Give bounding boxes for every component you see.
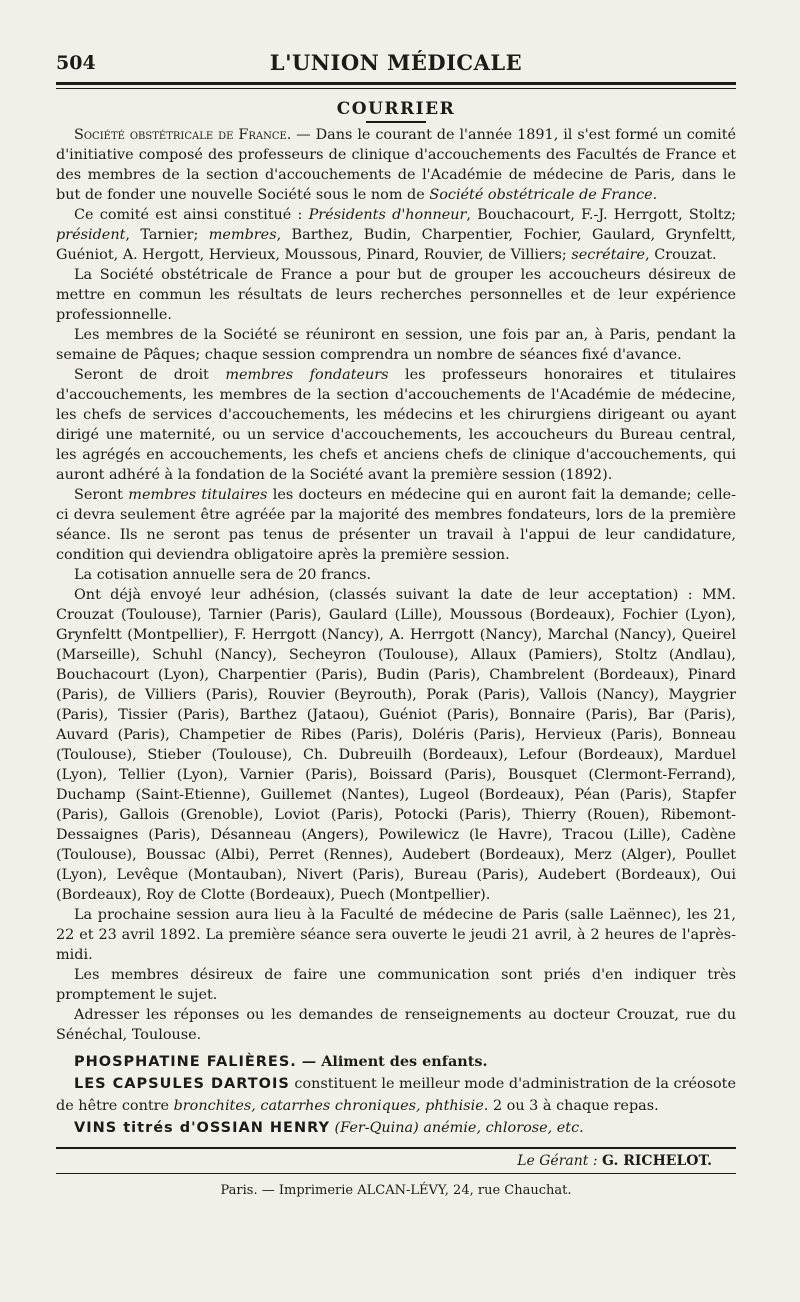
president-label: président bbox=[56, 227, 126, 243]
paragraph-text: Seront de droit bbox=[74, 367, 226, 383]
paragraph-fee: La cotisation annuelle sera de 20 francs. bbox=[74, 567, 372, 583]
paragraph-committee bbox=[56, 205, 736, 265]
ad-text: — Aliment des enfants. bbox=[296, 1053, 488, 1070]
ad-text: 2 ou 3 à chaque repas. bbox=[488, 1098, 659, 1114]
paragraph-society-founding bbox=[56, 125, 736, 205]
advertisements bbox=[56, 1051, 736, 1139]
ad-italic-text: bronchites, catarrhes chroniques, phthisie. bbox=[173, 1098, 489, 1114]
article-body bbox=[56, 125, 736, 1045]
ad-text: (Fer-Quina) anémie, chlorose, etc. bbox=[329, 1120, 584, 1136]
section-title-rule bbox=[366, 121, 426, 123]
secretary-label: secrétaire bbox=[571, 247, 646, 263]
paragraph-text: Ce comité est ainsi constitué : bbox=[74, 207, 309, 223]
paragraph-adhesions: Ont déjà envoyé leur adhésion, (classés suivant la date de leur acceptation) : MM. Crouzat (Toulouse), Tarnier (Paris), Gaulard (Lille), Moussous (Bordeaux), Fochier (Lyon), Grynfeltt (Montpellier), F. Herrgott (Nancy), A. Herrgott (Nancy), Marchal (Nancy), Queirel (Marseille), Schuhl (Nancy), Secheyron (Toulouse), Allaux (Pamiers), Stoltz (Andlau), Bouchacourt (Lyon), Charpentier (Paris), Budin (Paris), Chambrelent (Bordeaux), Pinard (Paris), de Villiers (Paris), Rouvier (Beyrouth), Porak (Paris), Vallois (Nancy), Maygrier (Paris), Tissier (Paris), Barthez (Jataou), Guéniot (Paris), Bonnaire (Paris), Bar (Paris), Auvard (Paris), Champetier de Ribes (Paris), Doléris (Paris), Hervieux (Paris), Bonneau (Toulouse), Stieber (Toulouse), Ch. Dubreuilh (Bordeaux), Lefour (Bordeaux), Marduel (Lyon), Tellier (Lyon), Varnier (Paris), Boissard (Paris), Bousquet (Clermont-Ferrand), Duchamp (Saint-Etienne), Guillemet (Nantes), Lugeol (Bordeaux), Péan (Paris), Stapfer (Paris), Gallois (Grenoble), Loviot (Paris), Potocki (Paris), Thierry (Rouen), Ribemont-Dessaignes (Paris), Désanneau (Angers), Powilewicz (le Havre), Tracou (Lille), Cadène (Toulouse), Boussac (Albi), Perret (Rennes), Audebert (Bordeaux), Merz (Alger), Poullet (Lyon), Levêque (Montauban), Nivert (Paris), Bureau (Paris), Audebert (Bordeaux), Oui (Bordeaux), Roy de Clotte (Bordeaux), Puech (Montpellier). bbox=[56, 587, 736, 903]
footer-rule bbox=[56, 1147, 736, 1149]
paragraph-text: Seront bbox=[74, 487, 129, 503]
honorary-presidents-label: Présidents d'honneur bbox=[308, 207, 467, 223]
ad-vins-ossian-henry bbox=[56, 1117, 736, 1139]
paragraph-text: , Bouchacourt, F.-J. Herrgott, Stoltz; bbox=[466, 207, 737, 223]
page-header bbox=[56, 46, 736, 80]
society-name: Société obstétricale de France. bbox=[429, 187, 658, 203]
paragraph-text: , Barthez, Budin, Charpentier, Fochier, Gaulard, Grynfeltt, Guéniot, A. Hergott, Hervieux, Moussous, Pinard, Rouvier, de Villiers; bbox=[56, 227, 736, 263]
paragraph-next-session: La prochaine session aura lieu à la Faculté de médecine de Paris (salle Laënnec), les 21, 22 et 23 avril 1892. La première séance sera ouverte le jeudi 21 avril, à 2 heures de l'après-midi. bbox=[56, 907, 736, 963]
ad-brand: PHOSPHATINE FALIÈRES. bbox=[74, 1054, 297, 1070]
paragraph-text: les docteurs en médecine qui en auront fait la demande; celle-ci devra seulement être agréée par la majorité des membres fondateurs, lors de la première séance. Ils ne seront pas tenus de présenter un travail à l'appui de leur candidature, condition qui deviendra obligatoire après la première session. bbox=[56, 487, 737, 563]
paragraph-address: Adresser les réponses ou les demandes de renseignements au docteur Crouzat, rue du Sénéchal, Toulouse. bbox=[56, 1007, 736, 1043]
founding-members-term: membres fondateurs bbox=[225, 367, 389, 383]
running-title: L'UNION MÉDICALE bbox=[269, 50, 523, 75]
paragraph-text: les professeurs honoraires et titulaires d'accouchements, les membres de la section d'accouchements de l'Académie de médecine, les chefs de services d'accouchements, les médecins et les chirurgiens dirigeant ou ayant dirigé une maternité, ou un service d'accouchements, les accoucheurs du Bureau central, les agrégés en accouchements, les chefs et anciens chefs de clinique d'accouchements, qui auront adhéré à la fondation de la Société avant la première session (1892). bbox=[56, 367, 736, 483]
paragraph-founding-members bbox=[56, 365, 736, 485]
footer-rule-thin bbox=[56, 1173, 736, 1174]
journal-page bbox=[56, 46, 736, 1198]
paragraph-purpose: La Société obstétricale de France a pour but de grouper les accoucheurs désireux de mettre en commun les résultats de leurs recherches personnelles et de leur expérience professionnelle. bbox=[56, 267, 736, 323]
titular-members-term: membres titulaires bbox=[128, 487, 268, 503]
paragraph-titular-members bbox=[56, 485, 736, 565]
printer-imprint: Paris. — Imprimerie ALCAN-LÉVY, 24, rue Chauchat. bbox=[220, 1183, 572, 1198]
paragraph-text: — Dans le courant de l'année 1891, il s'est formé un comité d'initiative composé des professeurs de clinique d'accouchements des Facultés de France et des membres de la section d'accouchements de l'Académie de médecine de Paris, dans le but de fonder une nouvelle Société sous le nom de bbox=[56, 127, 736, 203]
gerant-label: Le Gérant : bbox=[517, 1153, 603, 1169]
members-label: membres bbox=[208, 227, 277, 243]
ad-brand: VINS titrés d'OSSIAN HENRY bbox=[74, 1120, 330, 1136]
paragraph-lead: Société obstétricale de France. bbox=[74, 127, 292, 143]
ad-brand: LES CAPSULES DARTOIS bbox=[74, 1076, 290, 1092]
paragraph-communications: Les membres désireux de faire une communication sont priés d'en indiquer très promptement le sujet. bbox=[56, 967, 736, 1003]
gerant-line bbox=[56, 1153, 736, 1169]
header-rule-thick bbox=[56, 82, 736, 85]
paragraph-sessions: Les membres de la Société se réuniront en session, une fois par an, à Paris, pendant la semaine de Pâques; chaque session comprendra un nombre de séances fixé d'avance. bbox=[56, 327, 736, 363]
ad-text: constituent le meilleur mode d'administration de la créosote de hêtre contre bbox=[56, 1076, 736, 1114]
gerant-name: G. RICHELOT. bbox=[602, 1153, 712, 1169]
header-rule-thin bbox=[56, 88, 736, 89]
ad-phosphatine bbox=[56, 1051, 736, 1073]
page-number: 504 bbox=[56, 52, 96, 74]
section-title: COURRIER bbox=[336, 99, 456, 119]
paragraph-text: , Crouzat. bbox=[645, 247, 717, 263]
paragraph-text: , Tarnier; bbox=[125, 227, 209, 243]
ad-capsules-dartois bbox=[56, 1073, 736, 1117]
